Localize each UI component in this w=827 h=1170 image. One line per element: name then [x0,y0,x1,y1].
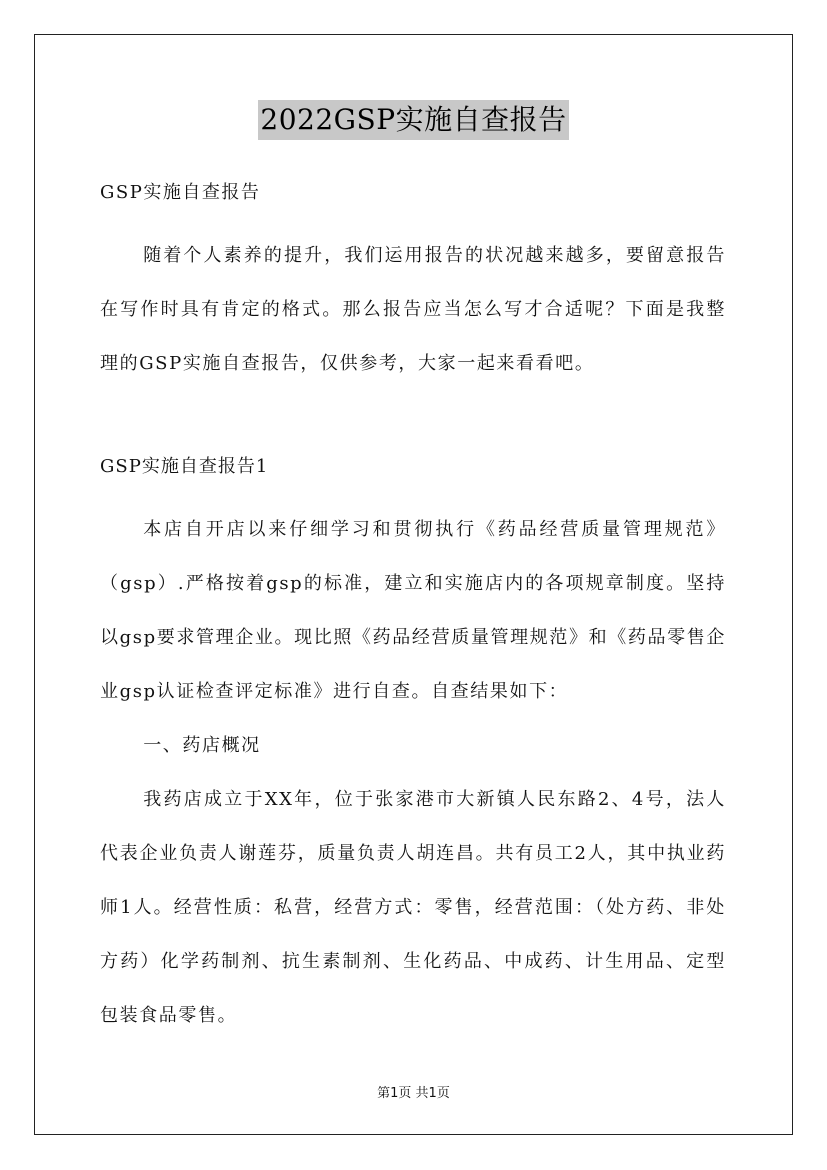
section1-heading: GSP实施自查报告1 [100,456,269,477]
intro-paragraph: 随着个人素养的提升，我们运用报告的状况越来越多，要留意报告在写作时具有肯定的格式。那么报告应当怎么写才合适呢？下面是我整理的GSP实施自查报告，仅供参考，大家一起来看看吧。 [100,245,726,374]
subheading-pharmacy-overview: 一、药店概况 [143,735,261,756]
section1-paragraph-2: 我药店成立于XX年，位于张家港市大新镇人民东路2、4号，法人代表企业负责人谢莲芬，质量负责人胡连昌。共有员工2人，其中执业药师1人。经营性质：私营，经营方式：零售，经营范围：（处方药、非处方药）化学药制剂、抗生素制剂、生化药品、中成药、计生用品、定型包装食品零售。 [100,789,726,1026]
title-container [0,100,827,140]
document-body [100,173,726,1043]
subtitle: GSP实施自查报告 [100,182,261,203]
page-number: 第1页 共1页 [377,1086,450,1101]
document-title: 2022GSP实施自查报告 [258,100,568,140]
section1-paragraph-1: 本店自开店以来仔细学习和贯彻执行《药品经营质量管理规范》（gsp）.严格按着gsp的标准，建立和实施店内的各项规章制度。坚持以gsp要求管理企业。现比照《药品经营质量管理规范》和《药品零售企业gsp认证检查评定标准》进行自查。自查结果如下： [100,519,726,702]
